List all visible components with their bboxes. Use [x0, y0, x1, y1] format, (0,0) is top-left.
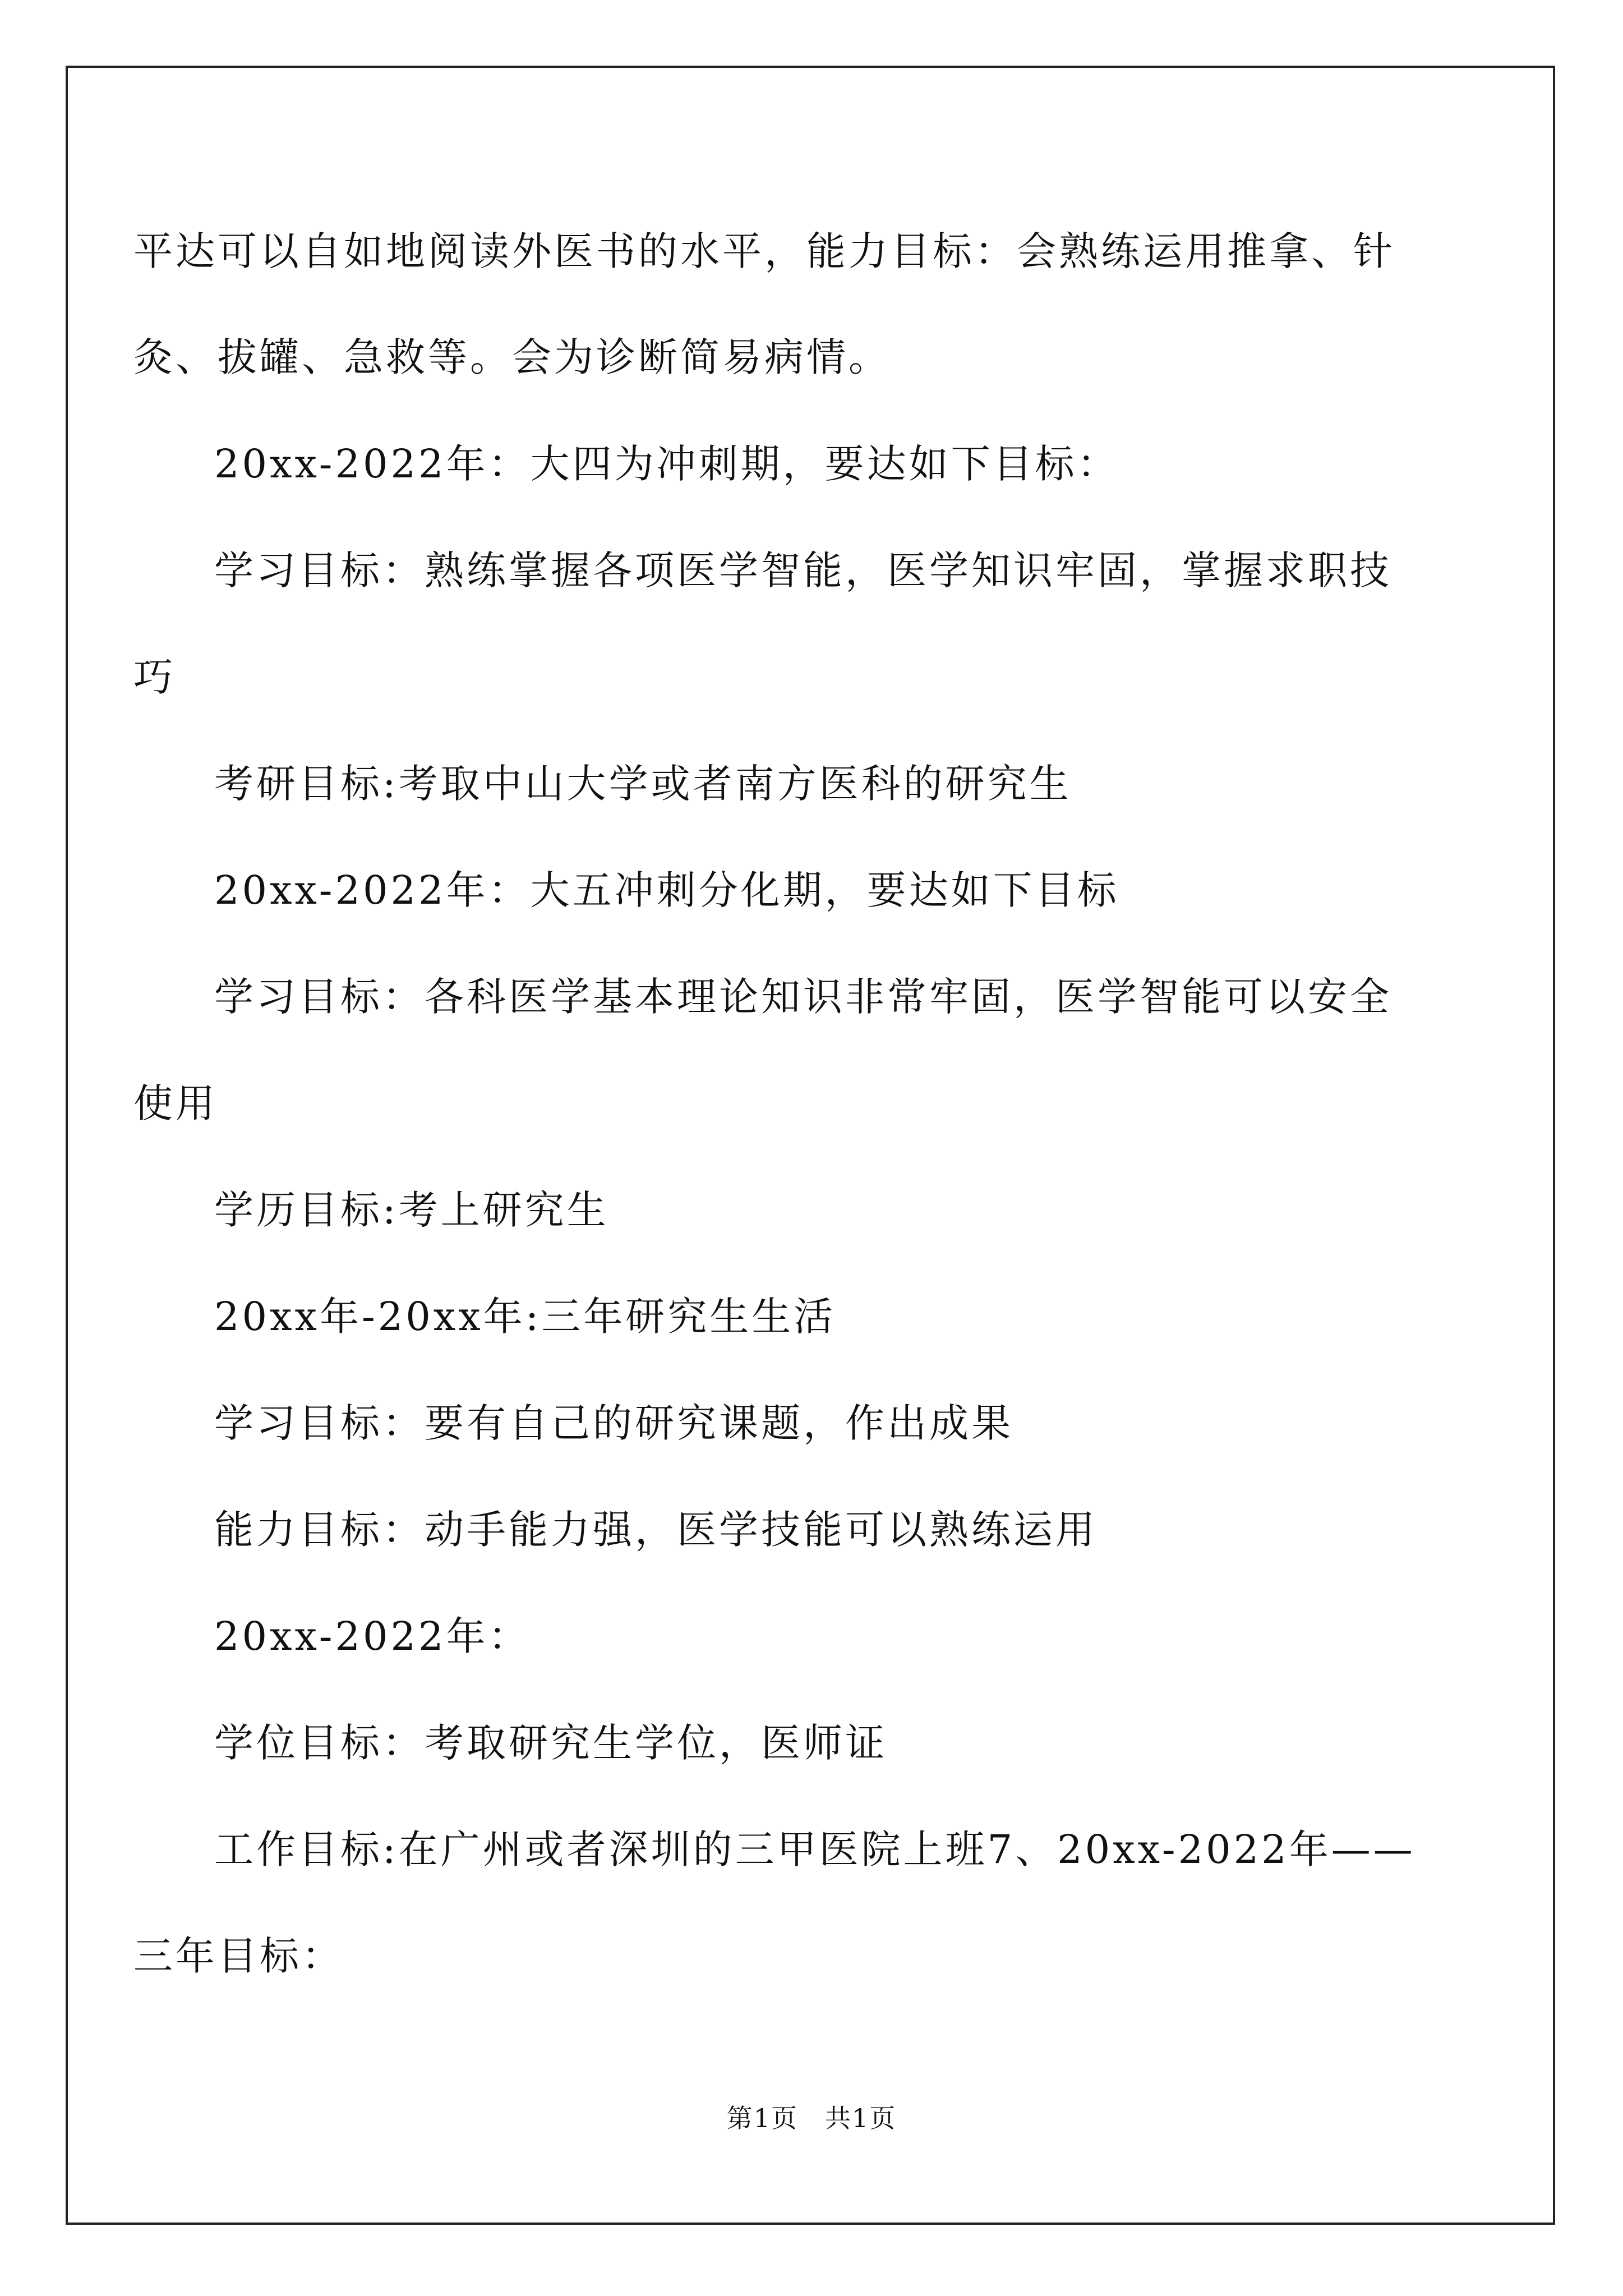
- paragraph-line: 巧: [133, 654, 176, 700]
- paragraph-line: 使用: [133, 1080, 218, 1126]
- paragraph-line: 20xx年-20xx年:三年研究生生活: [214, 1294, 836, 1340]
- page-footer: 第1页 共1页: [726, 2103, 897, 2133]
- paragraph-line: 20xx-2022年：: [214, 1613, 531, 1659]
- page-border: [66, 66, 1555, 2225]
- paragraph-line: 平达可以自如地阅读外医书的水平，能力目标：会熟练运用推拿、针: [133, 228, 1395, 274]
- paragraph-line: 学位目标：考取研究生学位，医师证: [214, 1720, 887, 1766]
- paragraph-line: 20xx-2022年：大五冲刺分化期，要达如下目标: [214, 867, 1119, 913]
- paragraph-line: 能力目标：动手能力强，医学技能可以熟练运用: [214, 1507, 1098, 1553]
- paragraph-line: 工作目标:在广州或者深圳的三甲医院上班7、20xx-2022年——: [214, 1826, 1415, 1872]
- paragraph-line: 20xx-2022年：大四为冲刺期，要达如下目标：: [214, 441, 1119, 487]
- paragraph-line: 三年目标：: [133, 1933, 344, 1979]
- paragraph-line: 学习目标：熟练掌握各项医学智能，医学知识牢固，掌握求职技: [214, 547, 1392, 593]
- paragraph-line: 学习目标：要有自己的研究课题，作出成果: [214, 1400, 1013, 1446]
- paragraph-line: 灸、拔罐、急救等。会为诊断简易病情。: [133, 334, 891, 380]
- paragraph-line: 学历目标:考上研究生: [214, 1187, 609, 1233]
- paragraph-line: 考研目标:考取中山大学或者南方医科的研究生: [214, 761, 1072, 807]
- paragraph-line: 学习目标：各科医学基本理论知识非常牢固，医学智能可以安全: [214, 974, 1392, 1020]
